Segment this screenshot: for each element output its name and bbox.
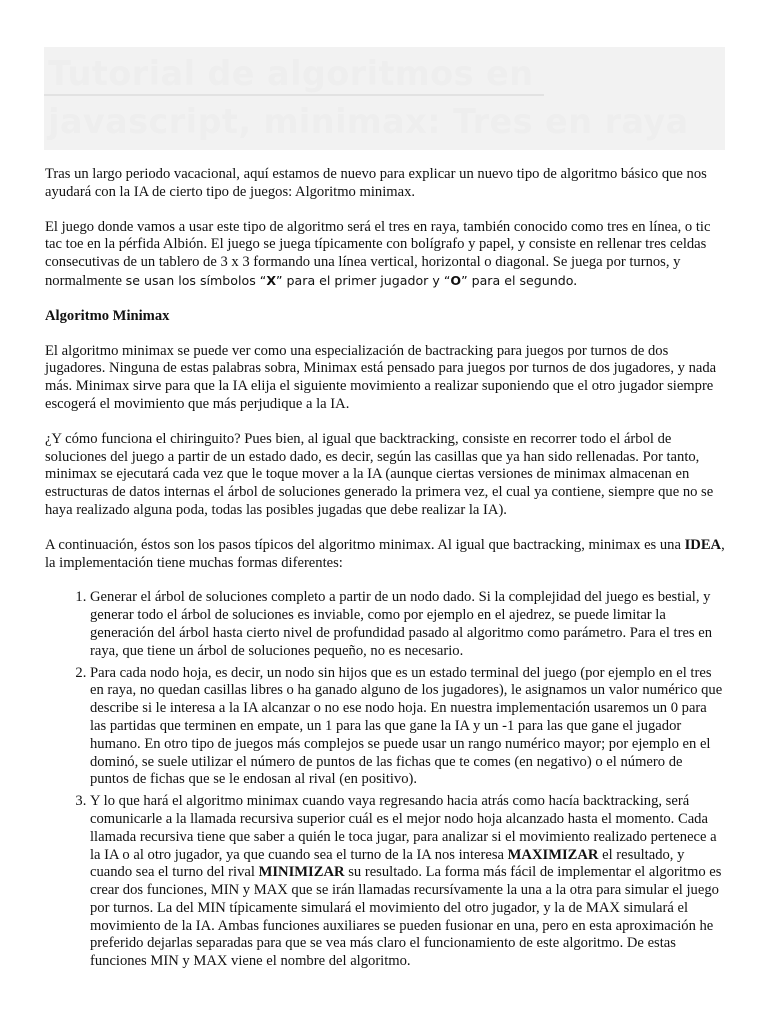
steps-intro-idea: IDEA — [684, 536, 722, 553]
section-heading-minimax: Algoritmo Minimax — [45, 307, 170, 324]
steps-list — [45, 589, 725, 971]
step-3-minimizar: MINIMIZAR — [258, 864, 345, 881]
list-item — [90, 589, 725, 660]
step-1-text: Generar el árbol de soluciones completo a partir de un nodo dado. Si la complejidad del juego es bestial, y generar todo el árbol de soluciones es inviable, como por ejemplo en el ajedrez, se puede limitar la generación del árbol hasta cierto nivel de profundidad pasado al algoritmo como parámetro. Para el tres en raya, que tiene un árbol de soluciones pequeño, no es necesario. — [90, 589, 713, 659]
minimax-paragraph-2: ¿Y cómo funciona el chiringuito? Pues bien, al igual que backtracking, consiste en recorrer todo el árbol de soluciones del juego a partir de un estado dado, es decir, según las casillas que ya han sido rellenadas. Por tanto, minimax se ejecutará cada vez que le toque mover a la IA (aunque ciertas versiones de minimax almacenan en estructuras de datos internas el árbol de soluciones generado la primera vez, el cual ya contiene, siempre que no se haya realizado alguna poda, todas las posibles jugadas que debe realizar la IA). — [45, 430, 714, 518]
step-3-text-c: su resultado. La forma más fácil de implementar el algoritmo es crear dos funciones, MIN y MAX que se irán llamadas recursívamente la una a la otra para simular el juego por turnos. La del MIN típicamente simulará el movimiento del otro jugador, y la de MAX simulará el movimiento de la IA. Ambas funciones auxiliares se pueden fusionar en una, pero en esta aproximación he preferido dejarlas separadas para que se vea más claro el funcionamiento de este algoritmo. De estas funciones MIN y MAX viene el nombre del algoritmo. — [90, 864, 722, 970]
step-2-text: Para cada nodo hoja, es decir, un nodo sin hijos que es un estado terminal del juego (por ejemplo en el tres en raya, no quedan casillas libres o ha ganado alguno de los jugadores), le asignamos un valor numérico que describe si le interesa a la IA alcanzar o no ese nodo hoja. En nuestra implementación usaremos un 0 para las partidas que terminen en empate, un 1 para las que gane la IA y un -1 para las que gane el jugador humano. En otro tipo de juegos más complejos se puede usar un rango numérico mayor; por ejemplo en el dominó, se suele utilizar el número de puntos de las fichas que te comes (en negativo) o el número de puntos de fichas que se le endosan al rival (en positivo). — [90, 664, 723, 788]
symbols-text-c: ” para el segundo — [461, 272, 574, 288]
page-title: Tutorial de algoritmos en javascript, minimax: Tres en raya — [48, 54, 689, 141]
symbols-text-a: se usan los símbolos “ — [125, 272, 267, 288]
minimax-paragraph-1: El algoritmo minimax se puede ver como una especialización de bactracking para juegos por turnos de dos jugadores. Ninguna de estas palabras sobra, Minimax está pensado para juegos por turnos de dos jugadores, y nada más. Minimax sirve para que la IA elija el siguiente movimiento a realizar suponiendo que el otro jugador siempre escogerá el movimiento que más perjudique a la IA. — [45, 342, 717, 412]
list-item — [90, 665, 725, 790]
symbol-x: X — [266, 272, 277, 288]
step-3-text-a: Y lo que hará el algoritmo minimax cuando vaya regresando hacia atrás como hacía backtracking, será comunicarle a la llamada recursiva superior cuál es el mejor nodo hoja alcanzado hasta el momento. Cada llamada recursiva tiene que saber a quién le toca jugar, para analizar si el movimiento realizado pertenece a la IA o al otro jugador, ya que cuando sea el turno de la IA nos interesa — [90, 793, 717, 863]
steps-intro-paragraph — [45, 537, 725, 573]
symbols-text-b: ” para el primer jugador y “ — [276, 272, 451, 288]
game-text: El juego donde vamos a usar este tipo de algoritmo será el tres en raya, también conocido como tres en línea, o tic tac toe en la pérfida Albión. El juego se juega típicamente con bolígrafo y papel, y consiste en rellenar tres celdas consecutivas de un tablero de 3 x 3 formando una línea vertical, horizontal o diagonal. Se juega por turnos, y normalmente — [45, 218, 711, 289]
step-3-maximizar: MAXIMIZAR — [507, 846, 599, 863]
symbol-o: O — [450, 272, 462, 288]
symbols-text — [126, 273, 574, 288]
game-paragraph — [45, 219, 725, 291]
article-body — [45, 166, 725, 975]
intro-paragraph: Tras un largo periodo vacacional, aquí estamos de nuevo para explicar un nuevo tipo de algoritmo básico que nos ayudará con la IA de cierto tipo de juegos: Algoritmo minimax. — [45, 166, 707, 200]
steps-intro-text-end: , la implementación tiene muchas formas diferentes: — [45, 536, 725, 571]
game-text-end: . — [573, 272, 578, 289]
list-item — [90, 793, 725, 971]
steps-intro-text: A continuación, éstos son los pasos típicos del algoritmo minimax. Al igual que bactracking, minimax es una — [45, 536, 681, 553]
step-3-text-b: el resultado, y cuando sea el turno del rival — [90, 846, 685, 881]
